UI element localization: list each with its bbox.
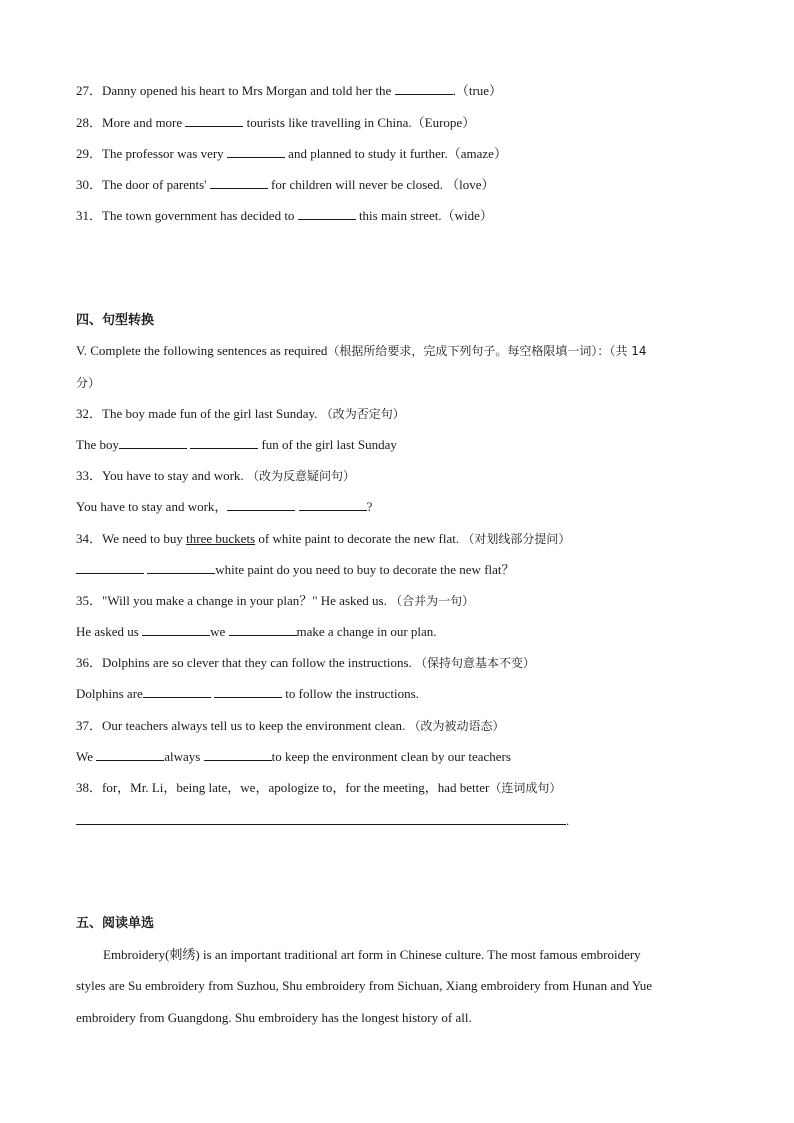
answer-blank[interactable] (210, 176, 268, 189)
answer-line[interactable] (76, 812, 566, 825)
passage-line-2: styles are Su embroidery from Suzhou, Shu embroidery from Sichuan, Xiang embroidery from Hunan and Yue (76, 978, 653, 993)
question-35 (76, 592, 474, 610)
answer-blank[interactable] (185, 114, 243, 127)
answer-text: The boy (76, 437, 119, 452)
instruction-english: V. Complete the following sentences as required (76, 343, 328, 358)
passage-line-3: embroidery from Guangdong. Shu embroidery has the longest history of all. (76, 1010, 472, 1025)
question-33 (76, 467, 355, 485)
answer-text: . (566, 813, 570, 828)
answer-blank[interactable] (299, 498, 367, 511)
question-36 (76, 654, 535, 672)
section-4-instruction (76, 342, 647, 360)
question-28 (76, 114, 475, 132)
question-text: We need to buy (102, 531, 187, 546)
question-number: 36． (76, 655, 103, 670)
question-hint: for children will never be closed. （love） (267, 177, 495, 192)
instruction-chinese: （根据所给要求，完成下列句子。每空格限填一词）：（共 14 (327, 344, 647, 358)
question-number: 28． (76, 115, 103, 130)
question-text: You have to stay and work. (102, 468, 247, 483)
question-number: 37． (76, 718, 103, 733)
question-requirement: （合并为一句） (390, 594, 475, 608)
question-requirement: （改为被动语态） (408, 719, 505, 733)
answer-text: white paint do you need to buy to decorate the new flat？ (215, 562, 515, 577)
question-29 (76, 145, 507, 163)
section-4-title: 四、句型转换 (76, 313, 155, 328)
question-31 (76, 207, 493, 225)
answer-blank[interactable] (143, 685, 211, 698)
question-text: Dolphins are so clever that they can follow the instructions. (102, 655, 416, 670)
passage-line-1: Embroidery(刺绣) is an important traditional art form in Chinese culture. The most famous embroidery (103, 947, 641, 962)
answer-38 (76, 812, 569, 830)
question-number: 30． (76, 177, 103, 192)
answer-text: always (164, 749, 204, 764)
question-text: The boy made fun of the girl last Sunday. (102, 406, 321, 421)
question-30 (76, 176, 495, 194)
answer-blank[interactable] (147, 561, 215, 574)
question-hint: tourists like travelling in China.（Europe） (243, 115, 476, 130)
answer-blank[interactable] (76, 561, 144, 574)
answer-text: we (210, 624, 229, 639)
question-requirement: （改为反意疑问句） (246, 469, 355, 483)
answer-text: We (76, 749, 97, 764)
question-number: 32． (76, 406, 103, 421)
question-32 (76, 405, 405, 423)
question-requirement: （保持句意基本不变） (415, 656, 536, 670)
answer-text: to keep the environment clean by our teachers (271, 749, 511, 764)
answer-blank[interactable] (214, 685, 282, 698)
question-text: The town government has decided to (102, 208, 298, 223)
answer-blank[interactable] (119, 436, 187, 449)
answer-text: You have to stay and work， (76, 499, 228, 514)
question-34 (76, 530, 570, 548)
question-number: 38． (76, 780, 103, 795)
question-text: of white paint to decorate the new flat. (255, 531, 463, 546)
question-number: 35． (76, 593, 103, 608)
question-requirement: （改为否定句） (320, 407, 405, 421)
section-4-instruction-cont: 分） (76, 376, 101, 390)
question-requirement: （连词成句） (489, 781, 562, 795)
question-text: "Will you make a change in your plan？" He asked us. (102, 593, 391, 608)
answer-text: He asked us (76, 624, 143, 639)
answer-blank[interactable] (204, 748, 272, 761)
answer-blank[interactable] (395, 82, 453, 95)
question-38 (76, 779, 561, 797)
question-27 (76, 82, 502, 100)
answer-blank[interactable] (190, 436, 258, 449)
answer-blank[interactable] (227, 145, 285, 158)
answer-33 (76, 498, 372, 516)
answer-36 (76, 685, 419, 703)
question-number: 31． (76, 208, 103, 223)
question-37 (76, 717, 505, 735)
answer-text: make a change in our plan. (296, 624, 437, 639)
question-text: The professor was very (102, 146, 227, 161)
answer-text: ? (366, 499, 373, 514)
question-number: 27． (76, 83, 103, 98)
question-hint: .（true） (452, 83, 503, 98)
answer-blank[interactable] (142, 623, 210, 636)
answer-text: fun of the girl last Sunday (258, 437, 397, 452)
underlined-phrase: three buckets (186, 531, 256, 546)
question-hint: and planned to study it further.（amaze） (284, 146, 507, 161)
answer-text: Dolphins are (76, 686, 143, 701)
answer-blank[interactable] (96, 748, 164, 761)
answer-37 (76, 748, 511, 766)
question-text: The door of parents' (102, 177, 210, 192)
answer-blank[interactable] (229, 623, 297, 636)
answer-34 (76, 561, 515, 579)
question-number: 34． (76, 531, 103, 546)
question-number: 29． (76, 146, 103, 161)
answer-text: to follow the instructions. (282, 686, 419, 701)
question-text: Our teachers always tell us to keep the environment clean. (102, 718, 409, 733)
answer-35 (76, 623, 437, 641)
answer-blank[interactable] (227, 498, 295, 511)
question-requirement: （对划线部分提问） (462, 532, 571, 546)
question-number: 33． (76, 468, 103, 483)
answer-blank[interactable] (298, 207, 356, 220)
question-text: More and more (102, 115, 186, 130)
question-text: Danny opened his heart to Mrs Morgan and told her the (102, 83, 395, 98)
answer-32 (76, 436, 397, 454)
question-hint: this main street.（wide） (355, 208, 493, 223)
section-5-title: 五、阅读单选 (76, 916, 155, 931)
question-text: for，Mr. Li，being late，we，apologize to，for the meeting，had better (102, 780, 490, 795)
